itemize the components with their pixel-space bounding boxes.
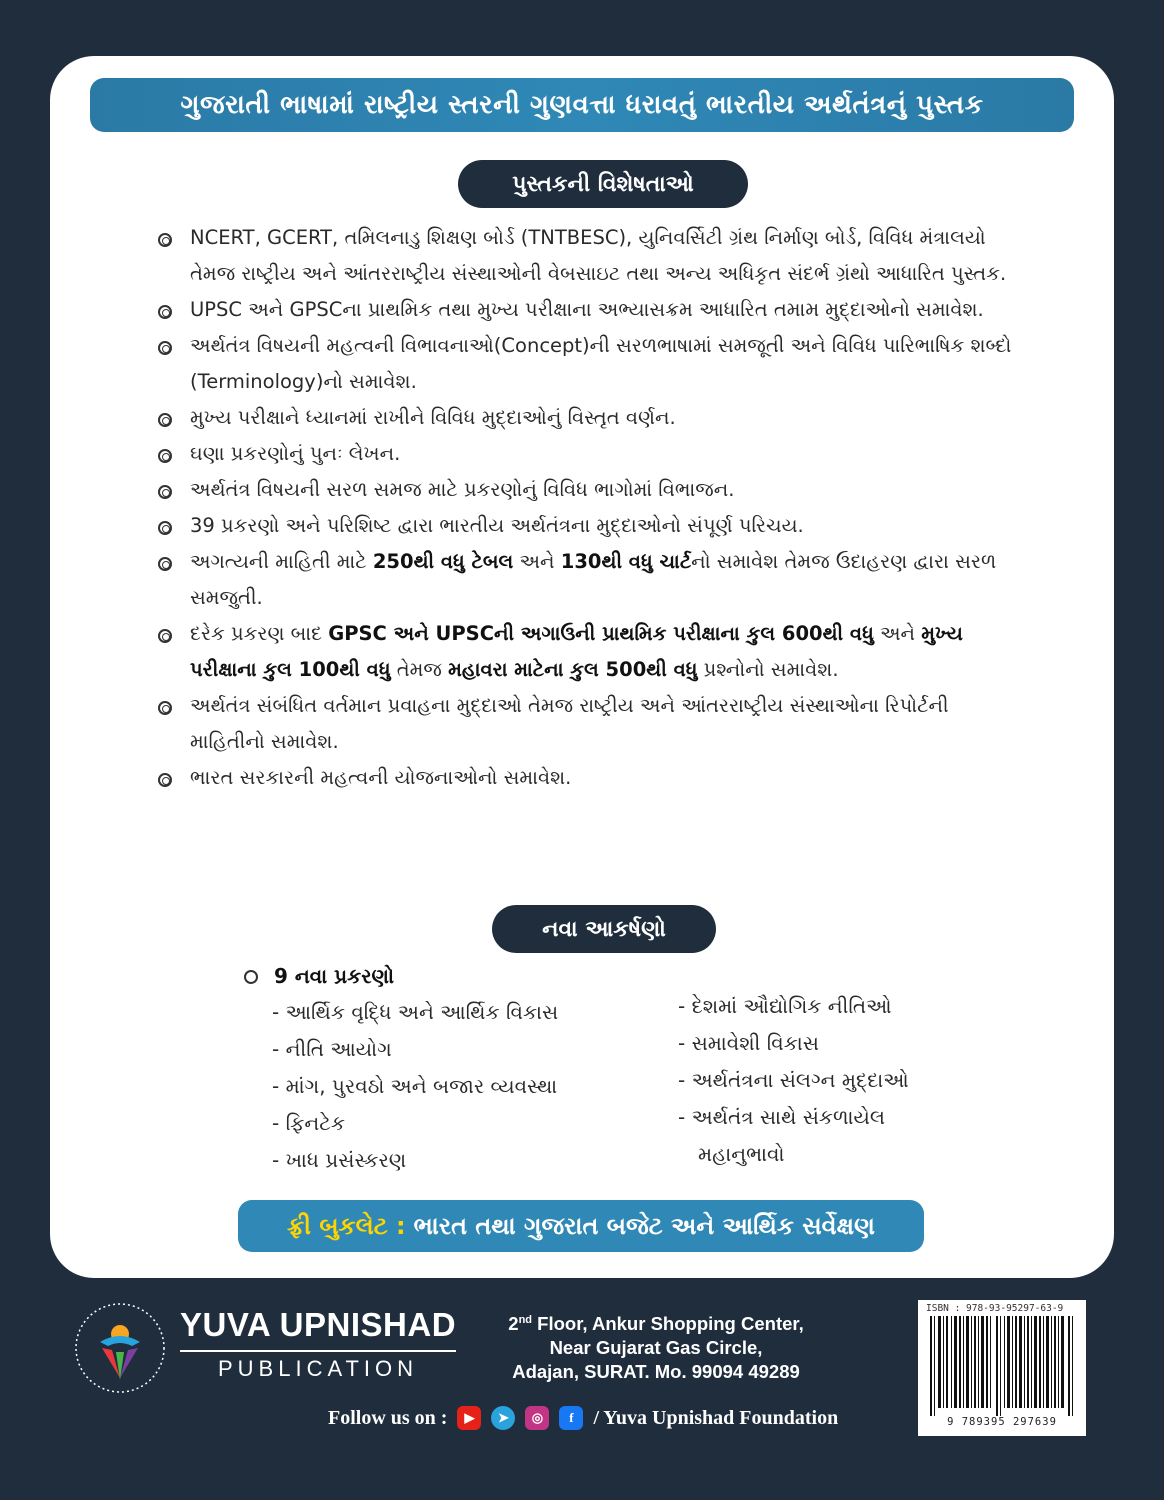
free-booklet-label: ફ્રી બુકલેટ : — [287, 1212, 406, 1240]
social-row — [328, 1406, 838, 1430]
bullet-icon — [158, 341, 172, 355]
bullet-icon — [158, 305, 172, 319]
new-chapters-left — [272, 994, 558, 1179]
list-item: અર્થતંત્ર વિષયની સરળ સમજ માટે પ્રકરણોનું વિવિધ ભાગોમાં વિભાજન. — [158, 472, 1018, 508]
bullet-icon — [158, 773, 172, 787]
new-chapters-right — [678, 988, 909, 1173]
list-item: મહાનુભાવો — [698, 1142, 785, 1166]
list-item: ભારત સરકારની મહત્વની યોજનાઓનો સમાવેશ. — [158, 760, 1018, 796]
list-item: - આર્થિક વૃદ્ધિ અને આર્થિક વિકાસ — [272, 1000, 559, 1024]
list-item: - ફિનટેક — [272, 1111, 346, 1135]
list-item: - ખાધ પ્રસંસ્કરણ — [272, 1148, 407, 1172]
brand-name: YUVA UPNISHAD — [180, 1306, 457, 1343]
bullet-icon — [158, 557, 172, 571]
bullet-icon — [158, 485, 172, 499]
list-item: દરેક પ્રકરણ બાદ GPSC અને UPSCની અગાઉની પ્રાથમિક પરીક્ષાના કુલ 600થી વધુ અને મુખ્ય પરીક્ષાના કુલ 100થી વધુ તેમજ મહાવરા માટેના કુલ 500થી વધુ પ્રશ્નોનો સમાવેશ. — [158, 616, 1018, 688]
social-handle: / Yuva Upnishad Foundation — [593, 1406, 839, 1429]
barcode-icon — [926, 1316, 1078, 1416]
bullet-icon — [244, 970, 258, 984]
bullet-icon — [158, 233, 172, 247]
follow-label: Follow us on : — [328, 1406, 448, 1429]
list-item: અગત્યની માહિતી માટે 250થી વધુ ટેબલ અને 130થી વધુ ચાર્ટનો સમાવેશ તેમજ ઉદાહરણ દ્વારા સરળ સમજુતી. — [158, 544, 1018, 616]
list-item: - સમાવેશી વિકાસ — [678, 1031, 819, 1055]
title-banner: ગુજરાતી ભાષામાં રાષ્ટ્રીય સ્તરની ગુણવત્તા ધરાવતું ભારતીય અર્થતંત્રનું પુસ્તક — [90, 78, 1074, 132]
bullet-icon — [158, 449, 172, 463]
new-chapters-heading: 9 નવા પ્રકરણો — [244, 958, 394, 994]
telegram-icon[interactable]: ➤ — [491, 1406, 515, 1430]
list-item: - નીતિ આયોગ — [272, 1037, 392, 1061]
bullet-icon — [158, 629, 172, 643]
free-booklet-banner — [238, 1200, 924, 1252]
bullet-icon — [158, 521, 172, 535]
isbn-label: ISBN : 978-93-95297-63-9 — [926, 1303, 1064, 1314]
new-attractions-heading: નવા આકર્ષણો — [492, 905, 716, 953]
list-item: NCERT, GCERT, તમિલનાડુ શિક્ષણ બોર્ડ (TNTBESC), યુનિવર્સિટી ગ્રંથ નિર્માણ બોર્ડ, વિવિધ મંત્રાલયો તેમજ રાષ્ટ્રીય અને આંતરરાષ્ટ્રીય સંસ્થાઓની વેબસાઇટ તથા અન્ય અધિકૃત સંદર્ભ ગ્રંથો આધારિત પુસ્તક. — [158, 220, 1018, 292]
youtube-icon[interactable]: ▶ — [457, 1406, 481, 1430]
list-item: ઘણા પ્રકરણોનું પુનઃ લેખન. — [158, 436, 1018, 472]
list-item: - અર્થતંત્રના સંલગ્ન મુદ્દાઓ — [678, 1068, 909, 1092]
list-item: - અર્થતંત્ર સાથે સંકળાયેલ — [678, 1105, 886, 1129]
barcode-digits: 9 789395 297639 — [947, 1416, 1057, 1428]
isbn-barcode — [918, 1300, 1086, 1436]
list-item: - માંગ, પુરવઠો અને બજાર વ્યવસ્થા — [272, 1074, 558, 1098]
publisher-brand — [180, 1306, 456, 1382]
features-heading: પુસ્તકની વિશેષતાઓ — [458, 160, 748, 208]
features-list — [158, 220, 1018, 796]
brand-subtitle: PUBLICATION — [180, 1350, 456, 1382]
free-booklet-text: ભારત તથા ગુજરાત બજેટ અને આર્થિક સર્વેક્ષણ — [413, 1212, 875, 1240]
facebook-icon[interactable]: f — [559, 1406, 583, 1430]
list-item: UPSC અને GPSCના પ્રાથમિક તથા મુખ્ય પરીક્ષાના અભ્યાસક્રમ આધારિત તમામ મુદ્દાઓનો સમાવેશ. — [158, 292, 1018, 328]
list-item: અર્થતંત્ર સંબંધિત વર્તમાન પ્રવાહના મુદ્દાઓ તેમજ રાષ્ટ્રીય અને આંતરરાષ્ટ્રીય સંસ્થાઓના રિપોર્ટની માહિતીનો સમાવેશ. — [158, 688, 1018, 760]
publisher-address: 2nd Floor, Ankur Shopping Center, Near Gujarat Gas Circle, Adajan, SURAT. Mo. 99094 49289 — [508, 1313, 804, 1383]
bullet-icon — [158, 701, 172, 715]
publisher-logo-icon — [72, 1300, 168, 1396]
instagram-icon[interactable]: ◎ — [525, 1406, 549, 1430]
bullet-icon — [158, 413, 172, 427]
list-item: - દેશમાં ઔદ્યોગિક નીતિઓ — [678, 994, 892, 1018]
list-item: 39 પ્રકરણો અને પરિશિષ્ટ દ્વારા ભારતીય અર્થતંત્રના મુદ્દાઓનો સંપૂર્ણ પરિચય. — [158, 508, 1018, 544]
list-item: મુખ્ય પરીક્ષાને ધ્યાનમાં રાખીને વિવિધ મુદ્દાઓનું વિસ્તૃત વર્ણન. — [158, 400, 1018, 436]
list-item: અર્થતંત્ર વિષયની મહત્વની વિભાવનાઓ(Concept)ની સરળભાષામાં સમજૂતી અને વિવિધ પારિભાષિક શબ્દો (Terminology)નો સમાવેશ. — [158, 328, 1018, 400]
